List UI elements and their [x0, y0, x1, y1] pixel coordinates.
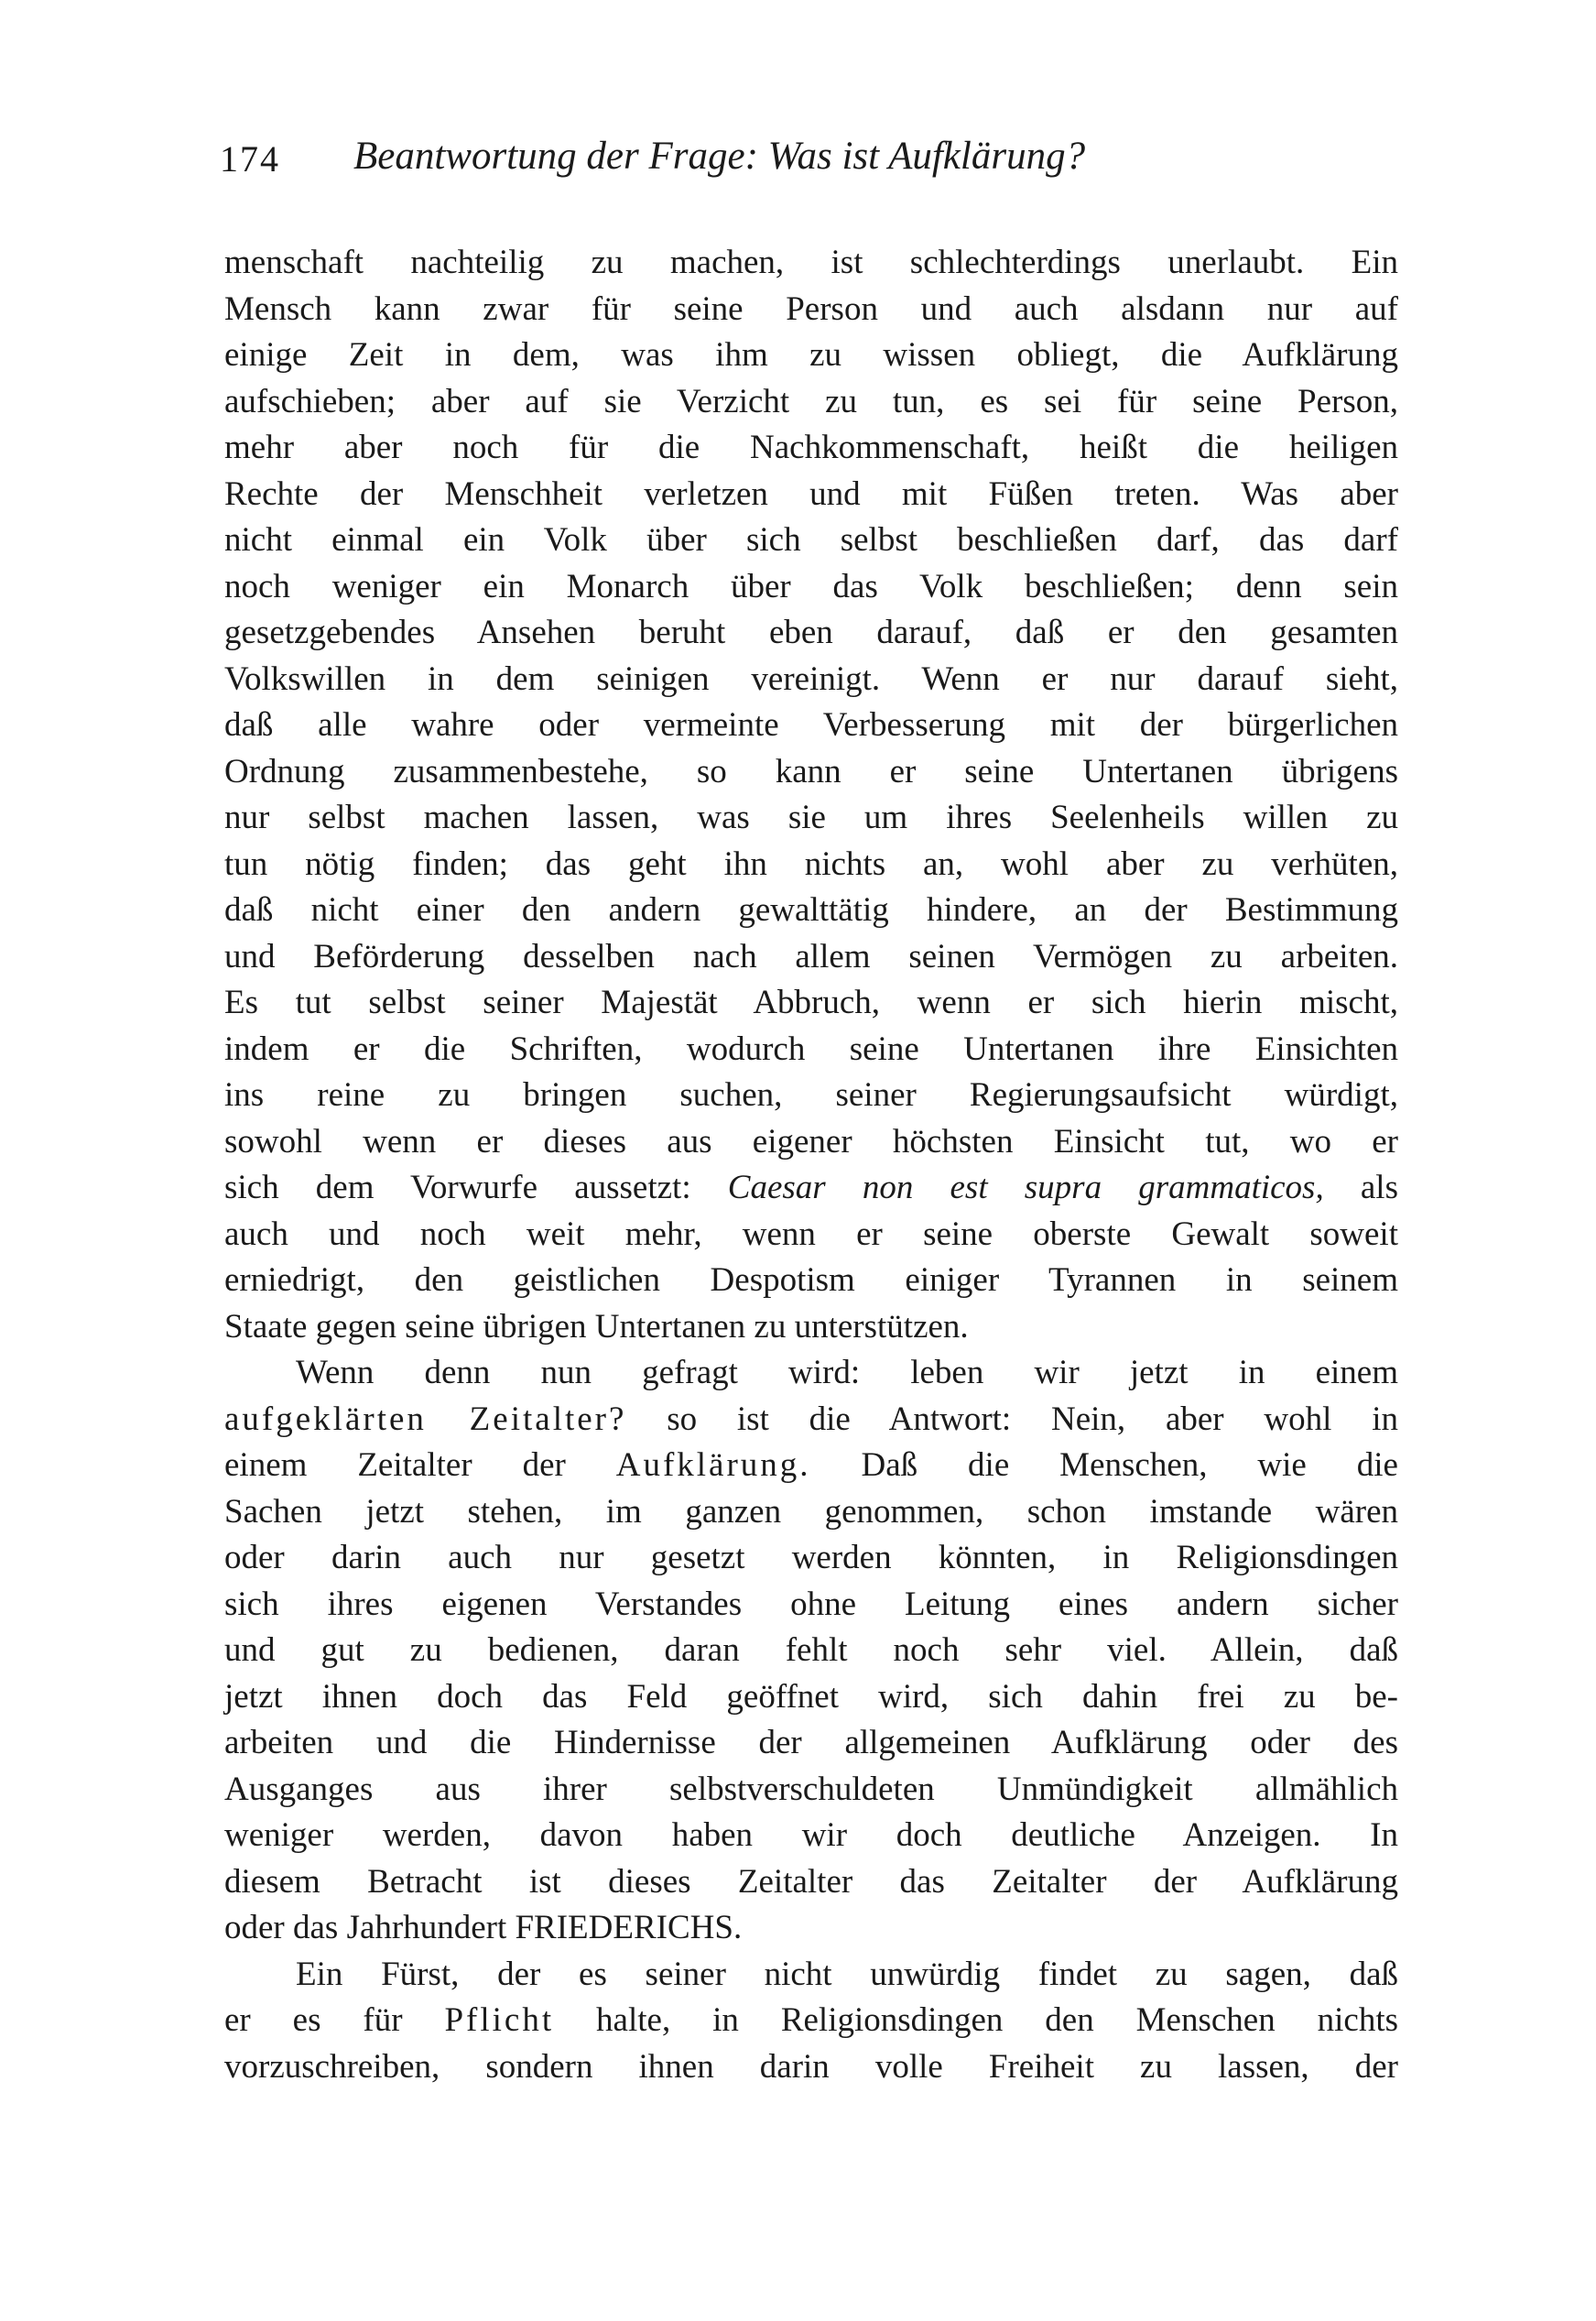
text-line [224, 1767, 1398, 1814]
text-segment: einige Zeit in dem, was ihm zu wissen obliegt, die Aufklärung [224, 336, 1398, 374]
text-segment: nicht einmal ein Volk über sich selbst beschließen darf, das darf [224, 521, 1398, 559]
emphasis-spaced-text: aufgeklärten Zeitalter? [224, 1400, 627, 1438]
text-line [224, 1582, 1398, 1629]
text-segment: er es für [224, 2001, 445, 2039]
text-line [224, 795, 1398, 842]
text-line [224, 1628, 1398, 1674]
text-line [224, 1813, 1398, 1859]
text-segment: Rechte der Menschheit verletzen und mit Füßen treten. Was aber [224, 474, 1398, 513]
text-segment: als [1323, 1169, 1398, 1206]
text-segment: noch weniger ein Monarch über das Volk beschließen; denn sein [224, 567, 1398, 605]
text-segment: diesem Betracht ist dieses Zeitalter das Zeitalter der Aufklärung [224, 1862, 1398, 1901]
text-line [224, 1905, 1398, 1952]
text-line [224, 749, 1398, 796]
emphasis-spaced-text: Pflicht [444, 2001, 555, 2039]
text-line [224, 1674, 1398, 1721]
text-line [224, 1212, 1398, 1259]
text-line [224, 934, 1398, 981]
text-segment: arbeiten und die Hindernisse der allgemeinen Aufklärung oder des [224, 1724, 1398, 1761]
text-segment: Mensch kann zwar für seine Person und auch alsdann nur auf [224, 289, 1398, 328]
text-segment: sich dem Vorwurfe aussetzt: [224, 1169, 728, 1206]
text-line [224, 1489, 1398, 1536]
text-segment: jetzt ihnen doch das Feld geöffnet wird, sich dahin frei zu be- [224, 1677, 1398, 1716]
text-line [224, 888, 1398, 934]
text-line [224, 1859, 1398, 1906]
text-line [224, 2044, 1398, 2091]
text-line [224, 1350, 1398, 1397]
text-segment: Ausganges aus ihrer selbstverschuldeten Unmündigkeit allmählich [224, 1770, 1398, 1808]
text-segment: nur selbst machen lassen, was sie um ihres Seelenheils willen zu [224, 799, 1398, 836]
text-segment: aufschieben; aber auf sie Verzicht zu tun, es sei für seine Person, [224, 382, 1398, 420]
text-line [224, 1998, 1398, 2044]
text-line [224, 1443, 1398, 1489]
text-line [224, 425, 1398, 472]
text-segment: vorzuschreiben, sondern ihnen darin volle Freiheit zu lassen, der [224, 2047, 1398, 2086]
text-segment: Daß die Menschen, wie die [810, 1446, 1398, 1484]
text-segment: sowohl wenn er dieses aus eigener höchsten Einsicht tut, wo er [224, 1122, 1398, 1160]
text-line [224, 980, 1398, 1027]
emphasis-spaced-text: Aufklärung. [615, 1446, 811, 1484]
text-segment: menschaft nachteilig zu machen, ist schlechterdings unerlaubt. Ein [224, 244, 1398, 281]
text-segment: so ist die Antwort: Nein, aber wohl in [626, 1400, 1398, 1438]
text-line [224, 379, 1398, 426]
text-line [224, 1535, 1398, 1582]
text-segment: und Beförderung desselben nach allem seinen Vermögen zu arbeiten. [224, 937, 1398, 975]
text-line [224, 1027, 1398, 1073]
text-segment: weniger werden, davon haben wir doch deutliche Anzeigen. In [224, 1816, 1398, 1854]
text-line [224, 1165, 1398, 1212]
text-line [224, 332, 1398, 379]
italic-text: Caesar non est supra grammaticos, [727, 1169, 1324, 1206]
text-line [224, 287, 1398, 333]
text-segment: daß alle wahre oder vermeinte Verbesserung mit der bürgerlichen [224, 706, 1398, 744]
text-segment: Ordnung zusammenbestehe, so kann er seine Untertanen übrigens [224, 752, 1398, 790]
text-segment: oder darin auch nur gesetzt werden könnten, in Religionsdingen [224, 1539, 1398, 1576]
text-segment: erniedrigt, den geistlichen Despotism einiger Tyrannen in seinem [224, 1261, 1398, 1299]
text-segment: halte, in Religionsdingen den Menschen nichts [554, 2001, 1398, 2039]
text-segment: Ein Fürst, der es seiner nicht unwürdig findet zu sagen, daß [296, 1955, 1398, 1993]
text-segment: Staate gegen seine übrigen Untertanen zu unterstützen. [224, 1307, 969, 1346]
text-segment: mehr aber noch für die Nachkommenschaft, heißt die heiligen [224, 429, 1398, 466]
text-segment: FRIEDERICHS. [515, 1909, 743, 1946]
text-line [224, 1258, 1398, 1304]
text-segment: Volkswillen in dem seinigen vereinigt. Wenn er nur darauf sieht, [224, 659, 1398, 698]
text-line [224, 1119, 1398, 1166]
text-segment: daß nicht einer den andern gewalttätig hindere, an der Bestimmung [224, 891, 1398, 929]
text-segment: tun nötig finden; das geht ihn nichts an, wohl aber zu verhüten, [224, 844, 1398, 883]
text-segment: einem Zeitalter der [224, 1446, 616, 1484]
text-line [224, 1397, 1398, 1444]
text-line [224, 1720, 1398, 1767]
text-segment: oder das Jahrhundert [224, 1909, 516, 1946]
text-line [224, 610, 1398, 657]
text-line [224, 240, 1398, 287]
page-number: 174 [220, 138, 280, 180]
text-segment: auch und noch weit mehr, wenn er seine oberste Gewalt soweit [224, 1215, 1398, 1253]
body-text [224, 240, 1398, 2090]
text-line [224, 703, 1398, 749]
text-line [224, 518, 1398, 564]
text-segment: gesetzgebendes Ansehen beruht eben darauf, daß er den gesamten [224, 614, 1398, 651]
text-line [224, 1304, 1398, 1351]
text-line [224, 1952, 1398, 1999]
text-line [224, 842, 1398, 888]
text-segment: Wenn denn nun gefragt wird: leben wir jetzt in einem [296, 1354, 1398, 1391]
running-title: Beantwortung der Frage: Was ist Aufklärung? [353, 135, 1086, 178]
text-line [224, 657, 1398, 703]
text-line [224, 472, 1398, 518]
text-line [224, 1073, 1398, 1119]
text-segment: indem er die Schriften, wodurch seine Untertanen ihre Einsichten [224, 1030, 1398, 1068]
text-segment: Es tut selbst seiner Majestät Abbruch, wenn er sich hierin mischt, [224, 984, 1398, 1021]
text-segment: sich ihres eigenen Verstandes ohne Leitung eines andern sicher [224, 1585, 1398, 1623]
text-line [224, 564, 1398, 611]
text-segment: Sachen jetzt stehen, im ganzen genommen, schon imstande wären [224, 1492, 1398, 1531]
text-segment: ins reine zu bringen suchen, seiner Regierungsaufsicht würdigt, [224, 1076, 1398, 1114]
text-segment: und gut zu bedienen, daran fehlt noch sehr viel. Allein, daß [224, 1631, 1398, 1669]
